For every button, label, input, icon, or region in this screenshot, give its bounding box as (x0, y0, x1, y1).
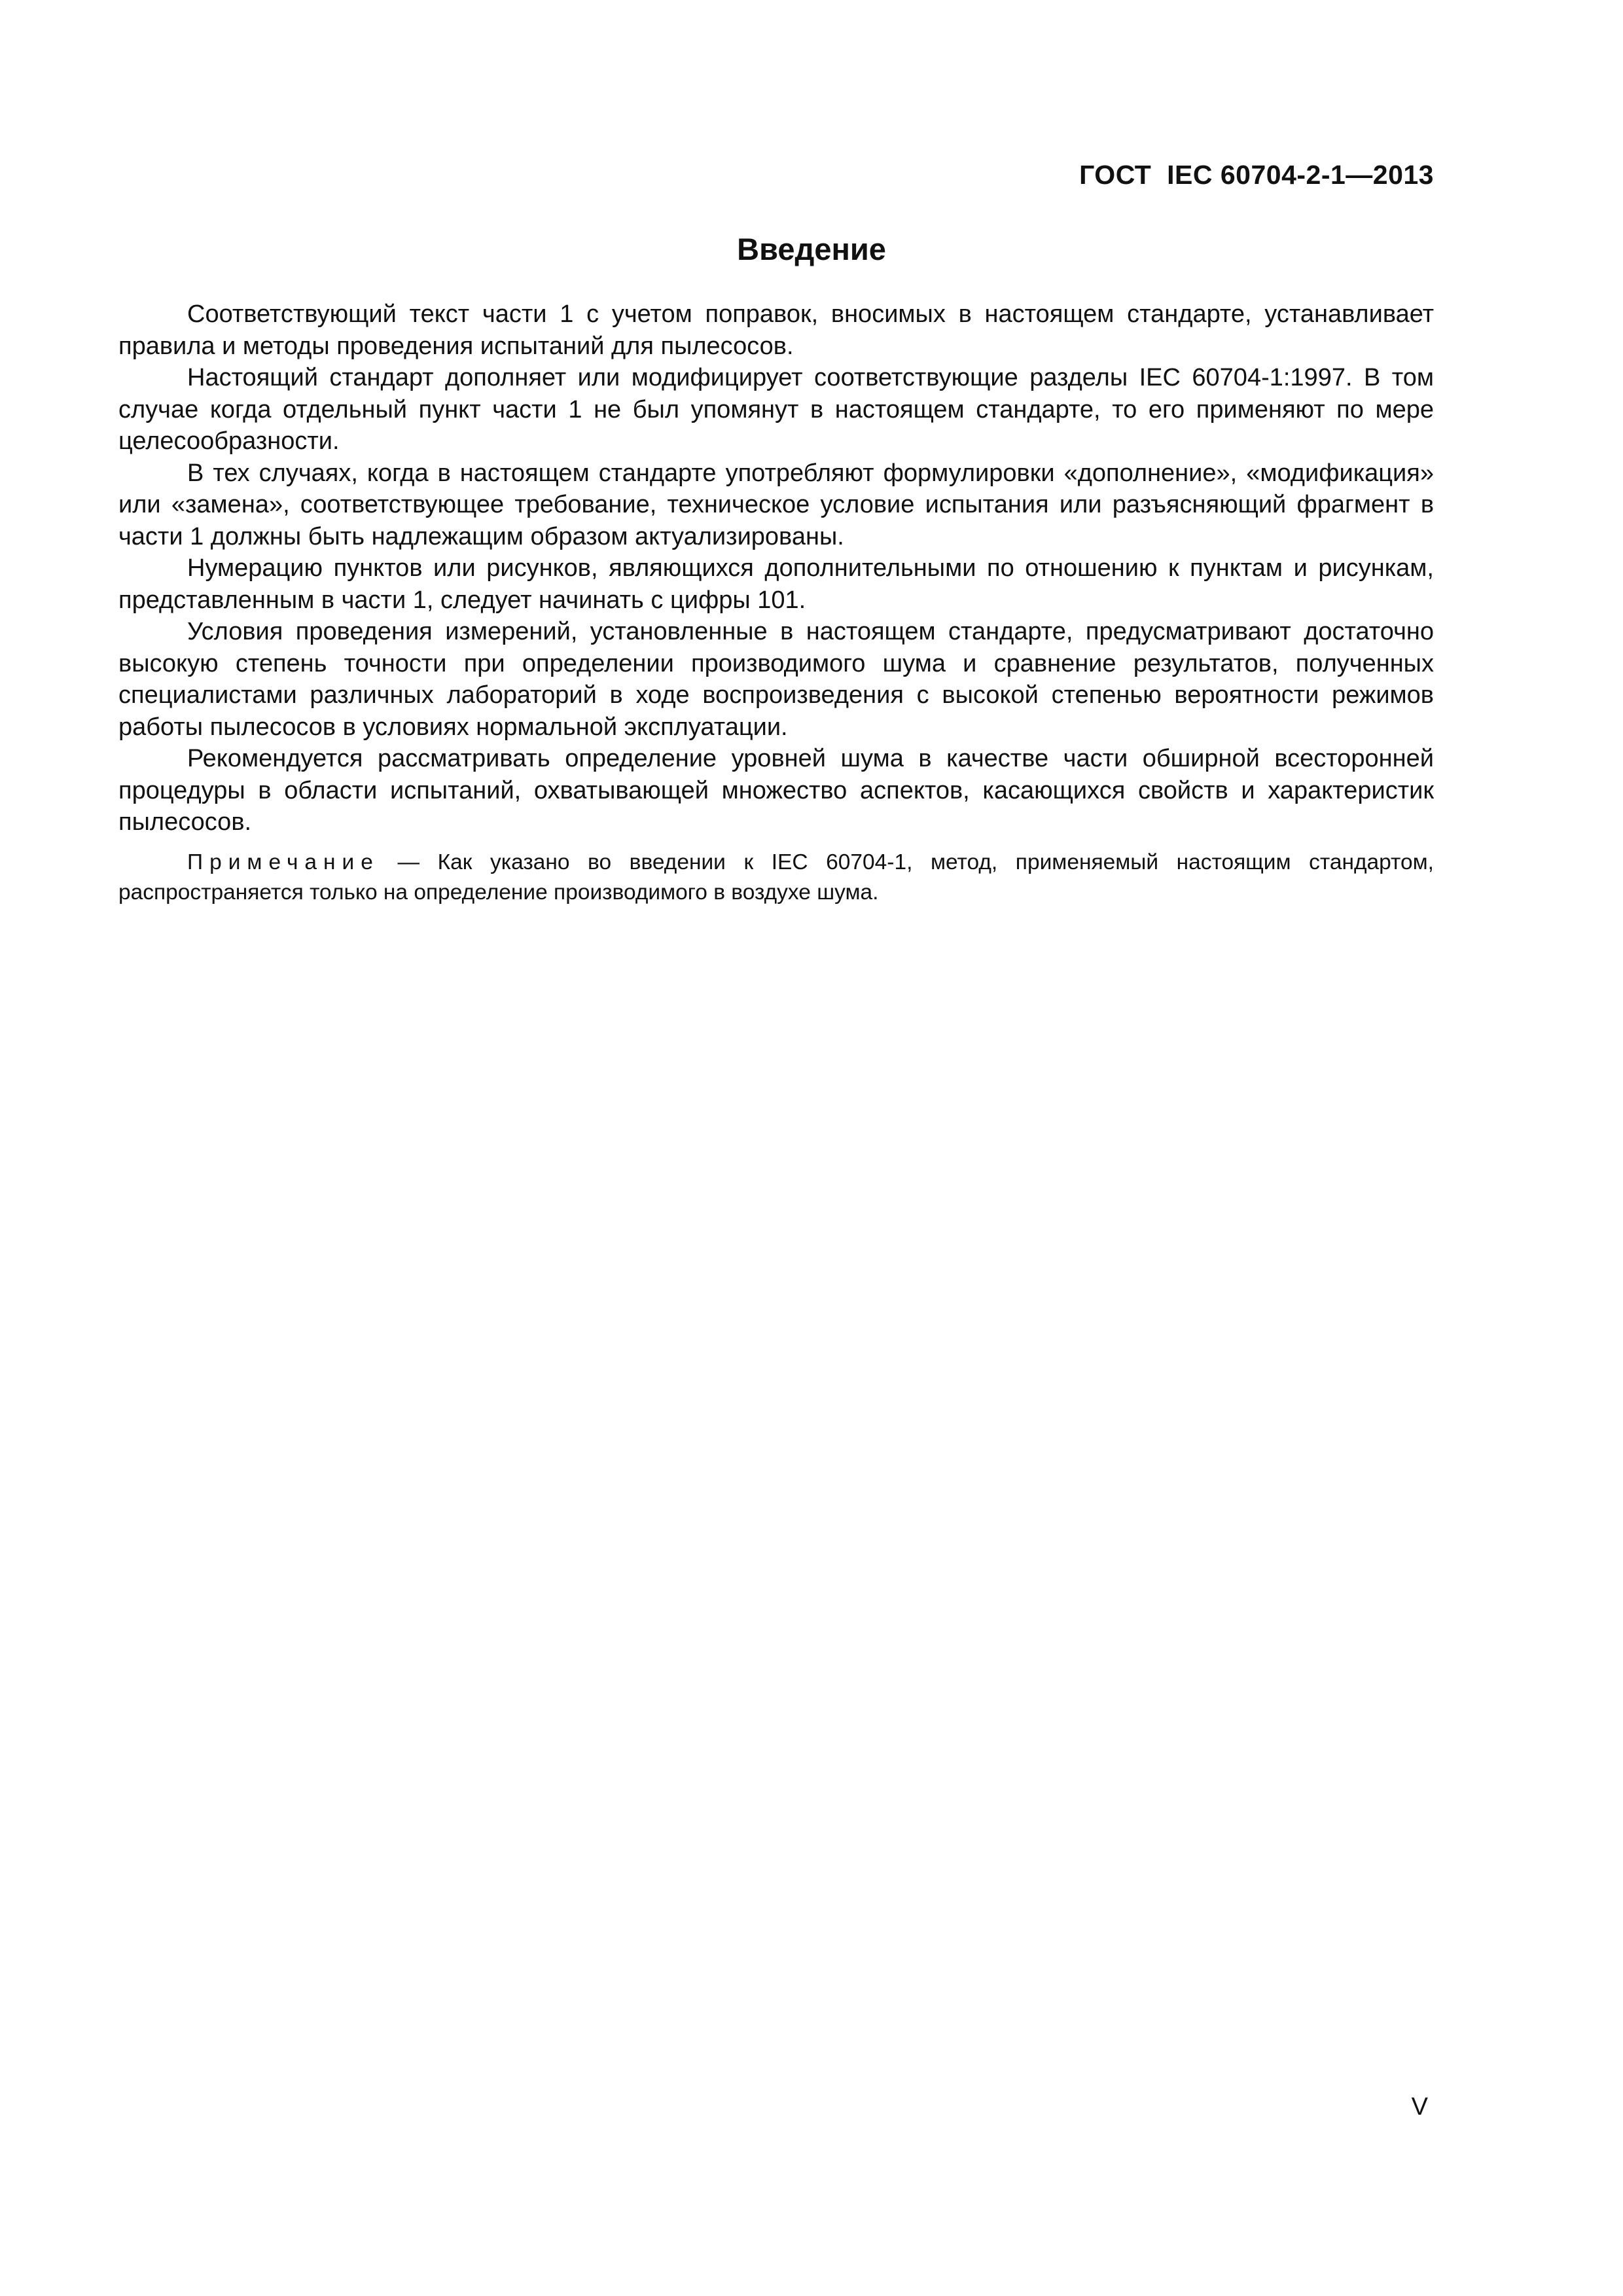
note-label: Примечание (187, 850, 380, 874)
paragraph: Соответствующий текст части 1 с учетом поправок, вносимых в настоящем стандарте, устанавливает правила и методы проведения испытаний для пылесосов. (118, 300, 1434, 360)
paragraph: Условия проведения измерений, установленные в настоящем стандарте, предусматривают достаточно высокую степень точности при определении производимого шума и сравнение результатов, полученных специалистами различных лабораторий в ходе воспроизведения с высокой степенью вероятности режимов работы пылесосов в условиях нормальной эксплуатации. (118, 618, 1434, 741)
paragraph: Нумерацию пунктов или рисунков, являющихся дополнительными по отношению к пунктам и рисункам, представленным в части 1, следует начинать с цифры 101. (118, 554, 1434, 614)
note-text: — Как указано во введении к IEC 60704-1, метод, применяемый настоящим стандартом, распространяется только на определение производимого в воздухе шума. (118, 850, 1434, 905)
paragraph: Настоящий стандарт дополняет или модифицирует соответствующие разделы IEC 60704-1:1997. В том случае когда отдельный пункт части 1 не был упомянут в настоящем стандарте, то его применяют по мере целесообразности. (118, 364, 1434, 455)
body-text (118, 298, 1434, 838)
page-number: V (1411, 2093, 1428, 2121)
paragraph: Рекомендуется рассматривать определение уровней шума в качестве части обширной всесторонней процедуры в области испытаний, охватывающей множество аспектов, касающихся свойств и характеристик пылесосов. (118, 745, 1434, 836)
section-title: Введение (737, 232, 886, 266)
paragraph: В тех случаях, когда в настоящем стандарте употребляют формулировки «дополнение», «модификация» или «замена», соответствующее требование, техническое условие испытания или разъясняющий фрагмент в части 1 должны быть надлежащим образом актуализированы. (118, 459, 1434, 550)
document-code: ГОСТ IEC 60704-2-1—2013 (1079, 160, 1434, 190)
note (118, 848, 1434, 908)
